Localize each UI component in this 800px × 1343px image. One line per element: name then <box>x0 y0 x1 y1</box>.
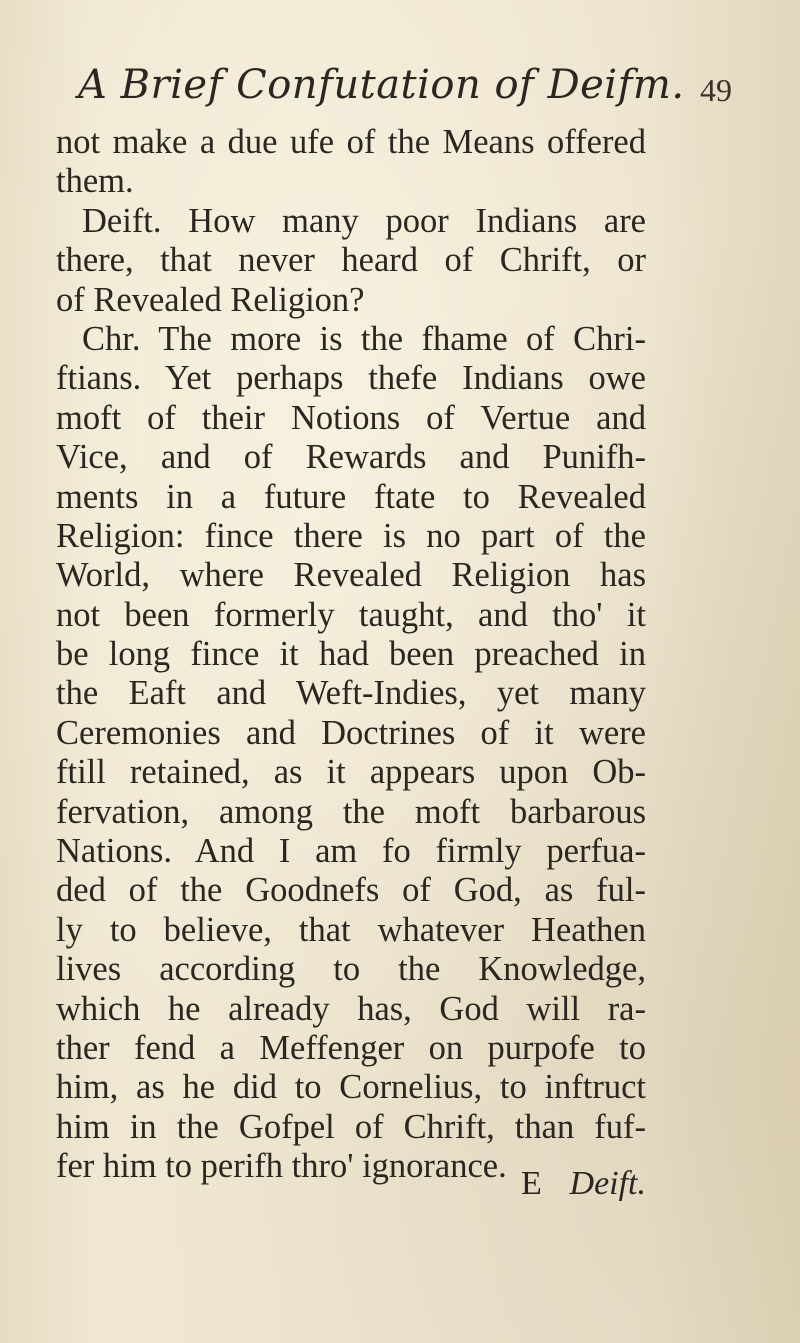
text-line: lives according to the Knowledge, <box>56 950 646 989</box>
footer-row <box>56 1165 646 1205</box>
signature-mark: E <box>521 1165 542 1202</box>
page-number: 49 <box>700 72 732 108</box>
text-line: ments in a future ftate to Revealed <box>56 477 646 516</box>
text-line: Ceremonies and Doctrines of it were <box>56 713 646 752</box>
text-line: ftians. Yet perhaps thefe Indians owe <box>56 359 646 398</box>
text-line: him in the Gofpel of Chrift, than fuf- <box>56 1107 646 1146</box>
text-line: ftill retained, as it appears upon Ob- <box>56 753 646 792</box>
text-line: ly to believe, that whatever Heathen <box>56 910 646 949</box>
text-line: fer him to perifh thro' ignorance. <box>56 1147 507 1186</box>
text-line: the Eaft and Weft-Indies, yet many <box>56 674 646 713</box>
text-line: of Revealed Religion? <box>56 280 365 319</box>
catchword: Deift. <box>569 1165 646 1202</box>
text-line: fervation, among the moft barbarous <box>56 792 646 831</box>
text-line: him, as he did to Cornelius, to inftruct <box>56 1068 646 1107</box>
text-line: Vice, and of Rewards and Punifh- <box>56 438 646 477</box>
text-line: not make a due ufe of the Means offered <box>56 123 646 161</box>
text-line: them. <box>56 162 134 201</box>
text-line: be long fince it had been preached in <box>56 635 646 674</box>
text-line: World, where Revealed Religion has <box>56 556 646 595</box>
text-line: Nations. And I am fo firmly perfua- <box>56 832 646 871</box>
text-line: Chr. The more is the fhame of Chri- <box>82 319 646 358</box>
body-text <box>56 123 646 1187</box>
text-line: moft of their Notions of Vertue and <box>56 398 646 437</box>
text-line: ther fend a Meffenger on purpofe to <box>56 1028 646 1067</box>
text-line: ded of the Goodnefs of God, as ful- <box>56 871 646 910</box>
running-head: A Brief Confutation of Deifm. <box>78 62 685 108</box>
text-line: Religion: fince there is no part of the <box>56 516 646 555</box>
text-line: which he already has, God will ra- <box>56 989 646 1028</box>
text-line: there, that never heard of Chrift, or <box>56 241 646 280</box>
text-line: not been formerly taught, and tho' it <box>56 595 646 634</box>
text-line: Deift. How many poor Indians are <box>82 201 646 240</box>
